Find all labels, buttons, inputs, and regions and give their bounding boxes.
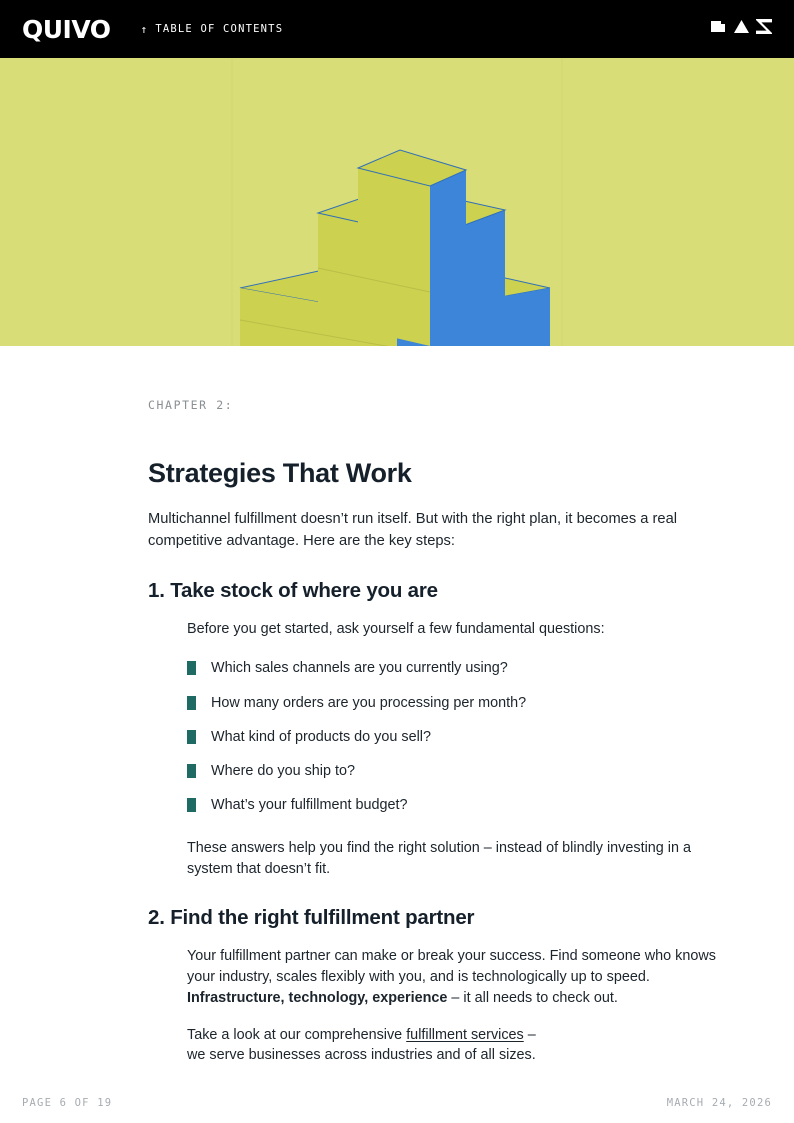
arrow-corner-icon[interactable] — [756, 19, 772, 39]
bullet-square-icon — [187, 798, 196, 812]
table-of-contents-label: TABLE OF CONTENTS — [155, 23, 284, 35]
page-footer — [0, 1097, 794, 1109]
intro-paragraph: Multichannel fulfillment doesn’t run itself. But with the right plan, it becomes a real competitive advantage. Here are the key steps: — [148, 511, 678, 549]
list-item — [187, 754, 730, 788]
document-date: MARCH 24, 2026 — [666, 1097, 772, 1109]
page-header — [0, 0, 794, 58]
bullet-square-icon — [187, 730, 196, 744]
table-of-contents-link[interactable] — [141, 23, 284, 35]
step-1-content — [148, 619, 730, 880]
section-heading-step-2: 2. Find the right fulfillment partner — [148, 905, 475, 929]
list-item — [187, 720, 730, 754]
list-item — [187, 686, 730, 720]
list-item-label: How many orders are you processing per month? — [211, 694, 527, 711]
list-item — [187, 651, 730, 685]
list-item-label: What’s your fulfillment budget? — [211, 797, 408, 813]
step-1-question-list — [187, 651, 730, 822]
step-2-body-part1: Your fulfillment partner can make or break your success. Find someone who knows your industry, scales flexibly with you, and is technologically up to speed. — [187, 947, 716, 985]
bullet-square-icon — [187, 764, 196, 778]
header-icon-group — [711, 19, 772, 39]
page-number-label: PAGE 6 OF 19 — [22, 1097, 113, 1109]
step-1-closing: These answers help you find the right solution – instead of blindly investing in a system that doesn’t fit. — [187, 840, 691, 878]
step-2-body-part2: – it all needs to check out. — [447, 989, 618, 1006]
page-title: Strategies That Work — [148, 458, 412, 488]
step-1-lead: Before you get started, ask yourself a few fundamental questions: — [187, 620, 605, 637]
step-2-content — [148, 946, 730, 1066]
list-item — [187, 788, 730, 822]
chapter-label: CHAPTER 2: — [148, 398, 234, 412]
list-item-label: Which sales channels are you currently using? — [211, 660, 508, 677]
cta-prefix: Take a look at our comprehensive — [187, 1026, 407, 1043]
list-item-label: Where do you ship to? — [211, 762, 355, 779]
step-2-body-emphasis: Infrastructure, technology, experience — [187, 989, 448, 1006]
isometric-boxes-graphic — [0, 58, 794, 346]
triangle-icon[interactable] — [734, 19, 749, 39]
fulfillment-services-link[interactable]: fulfillment services — [406, 1026, 524, 1043]
step-2-cta — [187, 1025, 730, 1067]
square-icon[interactable] — [711, 19, 727, 39]
list-item-label: What kind of products do you sell? — [211, 728, 431, 745]
brand-logo[interactable]: QUIVO — [22, 14, 111, 44]
cta-suffix: – — [523, 1026, 536, 1043]
document-body — [0, 346, 794, 1066]
step-2-body — [187, 946, 730, 1009]
arrow-up-icon: ↑ — [140, 22, 149, 36]
section-heading-step-1: 1. Take stock of where you are — [148, 578, 438, 602]
bullet-square-icon — [187, 696, 196, 710]
cta-line-2: we serve businesses across industries and of all sizes. — [187, 1047, 536, 1064]
bullet-square-icon — [187, 661, 196, 675]
hero-illustration — [0, 58, 794, 346]
